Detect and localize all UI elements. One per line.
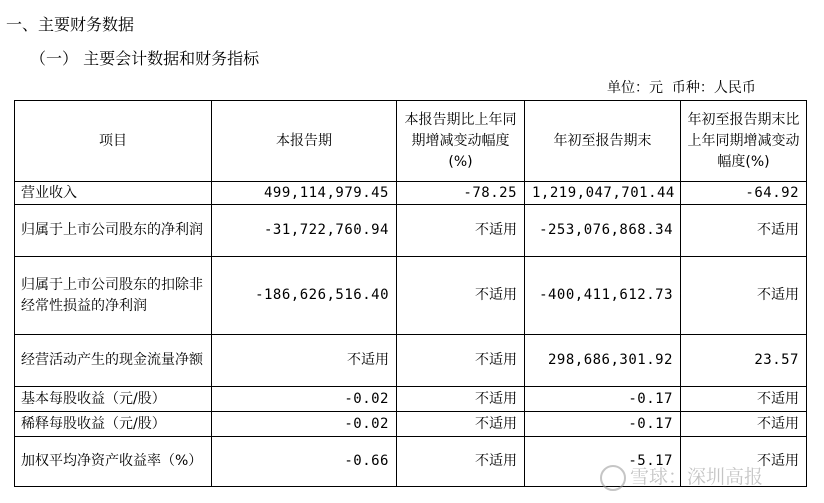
col-header-current: 本报告期 — [212, 101, 397, 182]
row-label: 营业收入 — [15, 182, 212, 205]
cell-ytd-change: 不适用 — [681, 437, 807, 487]
financial-data-table — [14, 100, 807, 487]
cell-current-change: 不适用 — [397, 335, 525, 387]
cell-current-change: 不适用 — [397, 205, 525, 257]
col-header-current-change: 本报告期比上年同期增减变动幅度(%) — [397, 101, 525, 182]
table-row — [15, 182, 807, 205]
cell-current-change: 不适用 — [397, 437, 525, 487]
cell-current: -0.66 — [212, 437, 397, 487]
cell-ytd: -253,076,868.34 — [525, 205, 681, 257]
row-label: 经营活动产生的现金流量净额 — [15, 335, 212, 387]
table-row — [15, 387, 807, 412]
cell-current: -0.02 — [212, 412, 397, 437]
row-label: 加权平均净资产收益率（%） — [15, 437, 212, 487]
watermark-text: 雪球：深圳高报 — [630, 466, 764, 488]
cell-ytd: -0.17 — [525, 387, 681, 412]
row-label: 归属于上市公司股东的扣除非经常性损益的净利润 — [15, 257, 212, 335]
table-row — [15, 335, 807, 387]
cell-current: -0.02 — [212, 387, 397, 412]
cell-current-change: 不适用 — [397, 257, 525, 335]
cell-ytd: -5.17 — [525, 437, 681, 487]
cell-ytd: -400,411,612.73 — [525, 257, 681, 335]
cell-ytd: 1,219,047,701.44 — [525, 182, 681, 205]
cell-ytd-change: 不适用 — [681, 412, 807, 437]
cell-current-change: -78.25 — [397, 182, 525, 205]
section-heading: 一、主要财务数据 — [6, 15, 135, 34]
cell-ytd: -0.17 — [525, 412, 681, 437]
table-row — [15, 437, 807, 487]
col-header-ytd-change: 年初至报告期末比上年同期增减变动幅度(%) — [681, 101, 807, 182]
cell-ytd-change: 不适用 — [681, 387, 807, 412]
unit-currency-note: 单位：元 币种：人民币 — [607, 80, 756, 96]
col-header-item: 项目 — [15, 101, 212, 182]
cell-ytd-change: 不适用 — [681, 205, 807, 257]
cell-current-change: 不适用 — [397, 387, 525, 412]
cell-current-change: 不适用 — [397, 412, 525, 437]
cell-current: -186,626,516.40 — [212, 257, 397, 335]
cell-current: 499,114,979.45 — [212, 182, 397, 205]
subsection-heading: （一） 主要会计数据和财务指标 — [30, 49, 260, 68]
row-label: 归属于上市公司股东的净利润 — [15, 205, 212, 257]
table-header-row — [15, 101, 807, 182]
cell-ytd-change: 不适用 — [681, 257, 807, 335]
cell-current: 不适用 — [212, 335, 397, 387]
cell-ytd-change: -64.92 — [681, 182, 807, 205]
row-label: 基本每股收益（元/股） — [15, 387, 212, 412]
table-row — [15, 205, 807, 257]
cell-ytd-change: 23.57 — [681, 335, 807, 387]
cell-current: -31,722,760.94 — [212, 205, 397, 257]
cell-ytd: 298,686,301.92 — [525, 335, 681, 387]
table-row — [15, 412, 807, 437]
col-header-ytd: 年初至报告期末 — [525, 101, 681, 182]
table-row — [15, 257, 807, 335]
row-label: 稀释每股收益（元/股） — [15, 412, 212, 437]
